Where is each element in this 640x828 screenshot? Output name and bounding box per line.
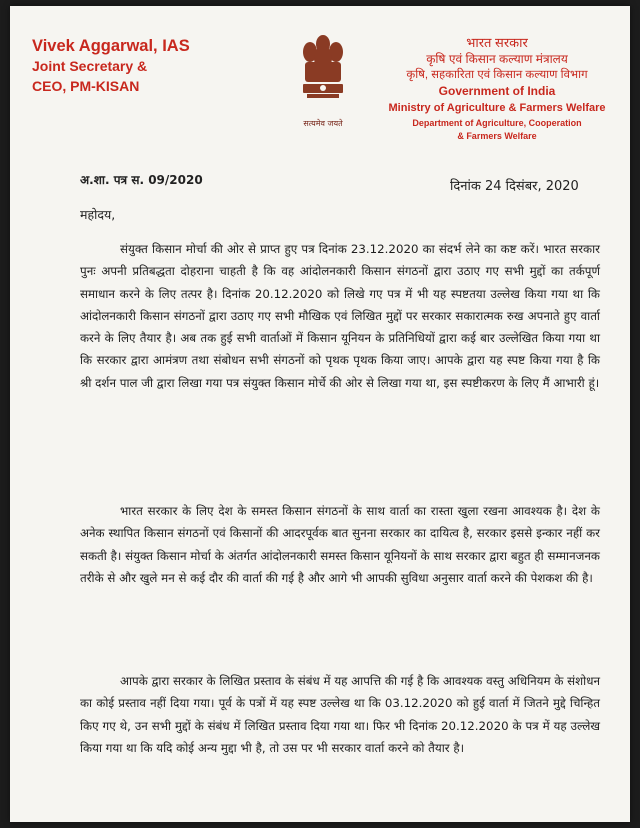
salutation: महोदय, bbox=[80, 207, 116, 222]
sender-designation: Joint Secretary & bbox=[32, 58, 148, 74]
sender-block bbox=[32, 36, 252, 96]
sender-name: Vivek Aggarwal, IAS bbox=[32, 37, 190, 55]
letter-page bbox=[10, 6, 630, 822]
sender-office: CEO, PM-KISAN bbox=[32, 78, 140, 94]
paragraph-1: संयुक्त किसान मोर्चा की ओर से प्राप्त हुए पत्र दिनांक 23.12.2020 का संदर्भ लेने का कष्ट करें। भारत सरकार पुनः अपनी प्रतिबद्धता दोहराना चाहती है कि वह आंदोलनकारी किसान संगठनों द्वारा उठाए गए सभी मुद्दों का तर्कपूर्ण समाधान करने के लिए तत्पर है। दिनांक 20.12.2020 को लिखे गए पत्र में भी यह स्पष्टतया उल्लेख किया गया था कि आंदोलनकारी किसान संगठनों द्वारा उठाए गए सभी मौखिक एवं लिखित मुद्दों पर सरकार सकारात्मक रुख अपनाते हुए वार्ता करने के लिए तैयार है। अब तक हुई सभी वार्ताओं में किसान यूनियन के प्रतिनिधियों द्वारा कई बार उल्लेखित किया गया था कि सरकार द्वारा आमंत्रण तथा संबोधन सभी संगठनों को पृथक पृथक किया जाए। आपके द्वारा यह स्पष्ट किया गया है कि श्री दर्शन पाल जी द्वारा लिखा गया पत्र संयुक्त किसान मोर्चे की ओर से लिखा गया था, इस स्पष्टीकरण के लिए मैं आभारी हूं। bbox=[80, 242, 600, 390]
reference-number: अ.शा. पत्र स. 09/2020 bbox=[80, 173, 203, 187]
ministry-english-department-2: & Farmers Welfare bbox=[457, 131, 537, 141]
ministry-letterhead bbox=[368, 34, 626, 143]
emblem-caption: सत्यमेव जयते bbox=[303, 119, 343, 128]
ministry-english-ministry: Ministry of Agriculture & Farmers Welfare bbox=[388, 102, 606, 114]
ministry-hindi-ministry: कृषि एवं किसान कल्याण मंत्रालय bbox=[426, 52, 568, 66]
ministry-hindi-gov: भारत सरकार bbox=[466, 35, 528, 50]
paragraph-3: आपके द्वारा सरकार के लिखित प्रस्ताव के संबंध में यह आपत्ति की गई है कि आवश्यक वस्तु अधिनियम के संशोधन का कोई प्रस्ताव नहीं दिया गया। पूर्व के पत्रों में यह स्पष्ट उल्लेख था कि 03.12.2020 को हुई वार्ता में जितने मुद्दे चिन्हित किए गए थे, उन सभी मुद्दों के संबंध में लिखित प्रस्ताव दिया गया था। फिर भी दिनांक 20.12.2020 के पत्र में यह उल्लेख किया गया था कि यदि कोई अन्य मुद्दा भी है, तो उस पर भी सरकार वार्ता करने को तैयार है। bbox=[80, 674, 600, 755]
paragraph-2: भारत सरकार के लिए देश के समस्त किसान संगठनों के साथ वार्ता का रास्ता खुला रखना आवश्यक है। देश के अनेक स्थापित किसान संगठनों एवं किसानों की आदरपूर्वक बात सुनना सरकार का दायित्व है, सरकार इससे इन्कार नहीं कर सकती है। संयुक्त किसान मोर्चा के अंतर्गत आंदोलनकारी समस्त किसान यूनियनों के साथ सरकार द्वारा बहुत ही सम्मानजनक तरीके से और खुले मन से कई दौर की वार्ता की गई है और आगे भी आपकी सुविधा अनुसार वार्ता करने की पेशकश की है। bbox=[80, 504, 600, 585]
ministry-english-department-1: Department of Agriculture, Cooperation bbox=[412, 118, 582, 128]
letter-date: दिनांक 24 दिसंबर, 2020 bbox=[450, 179, 579, 194]
ministry-hindi-department: कृषि, सहकारिता एवं किसान कल्याण विभाग bbox=[406, 69, 588, 81]
state-emblem-icon bbox=[295, 32, 351, 128]
ministry-english-gov: Government of India bbox=[438, 84, 556, 98]
